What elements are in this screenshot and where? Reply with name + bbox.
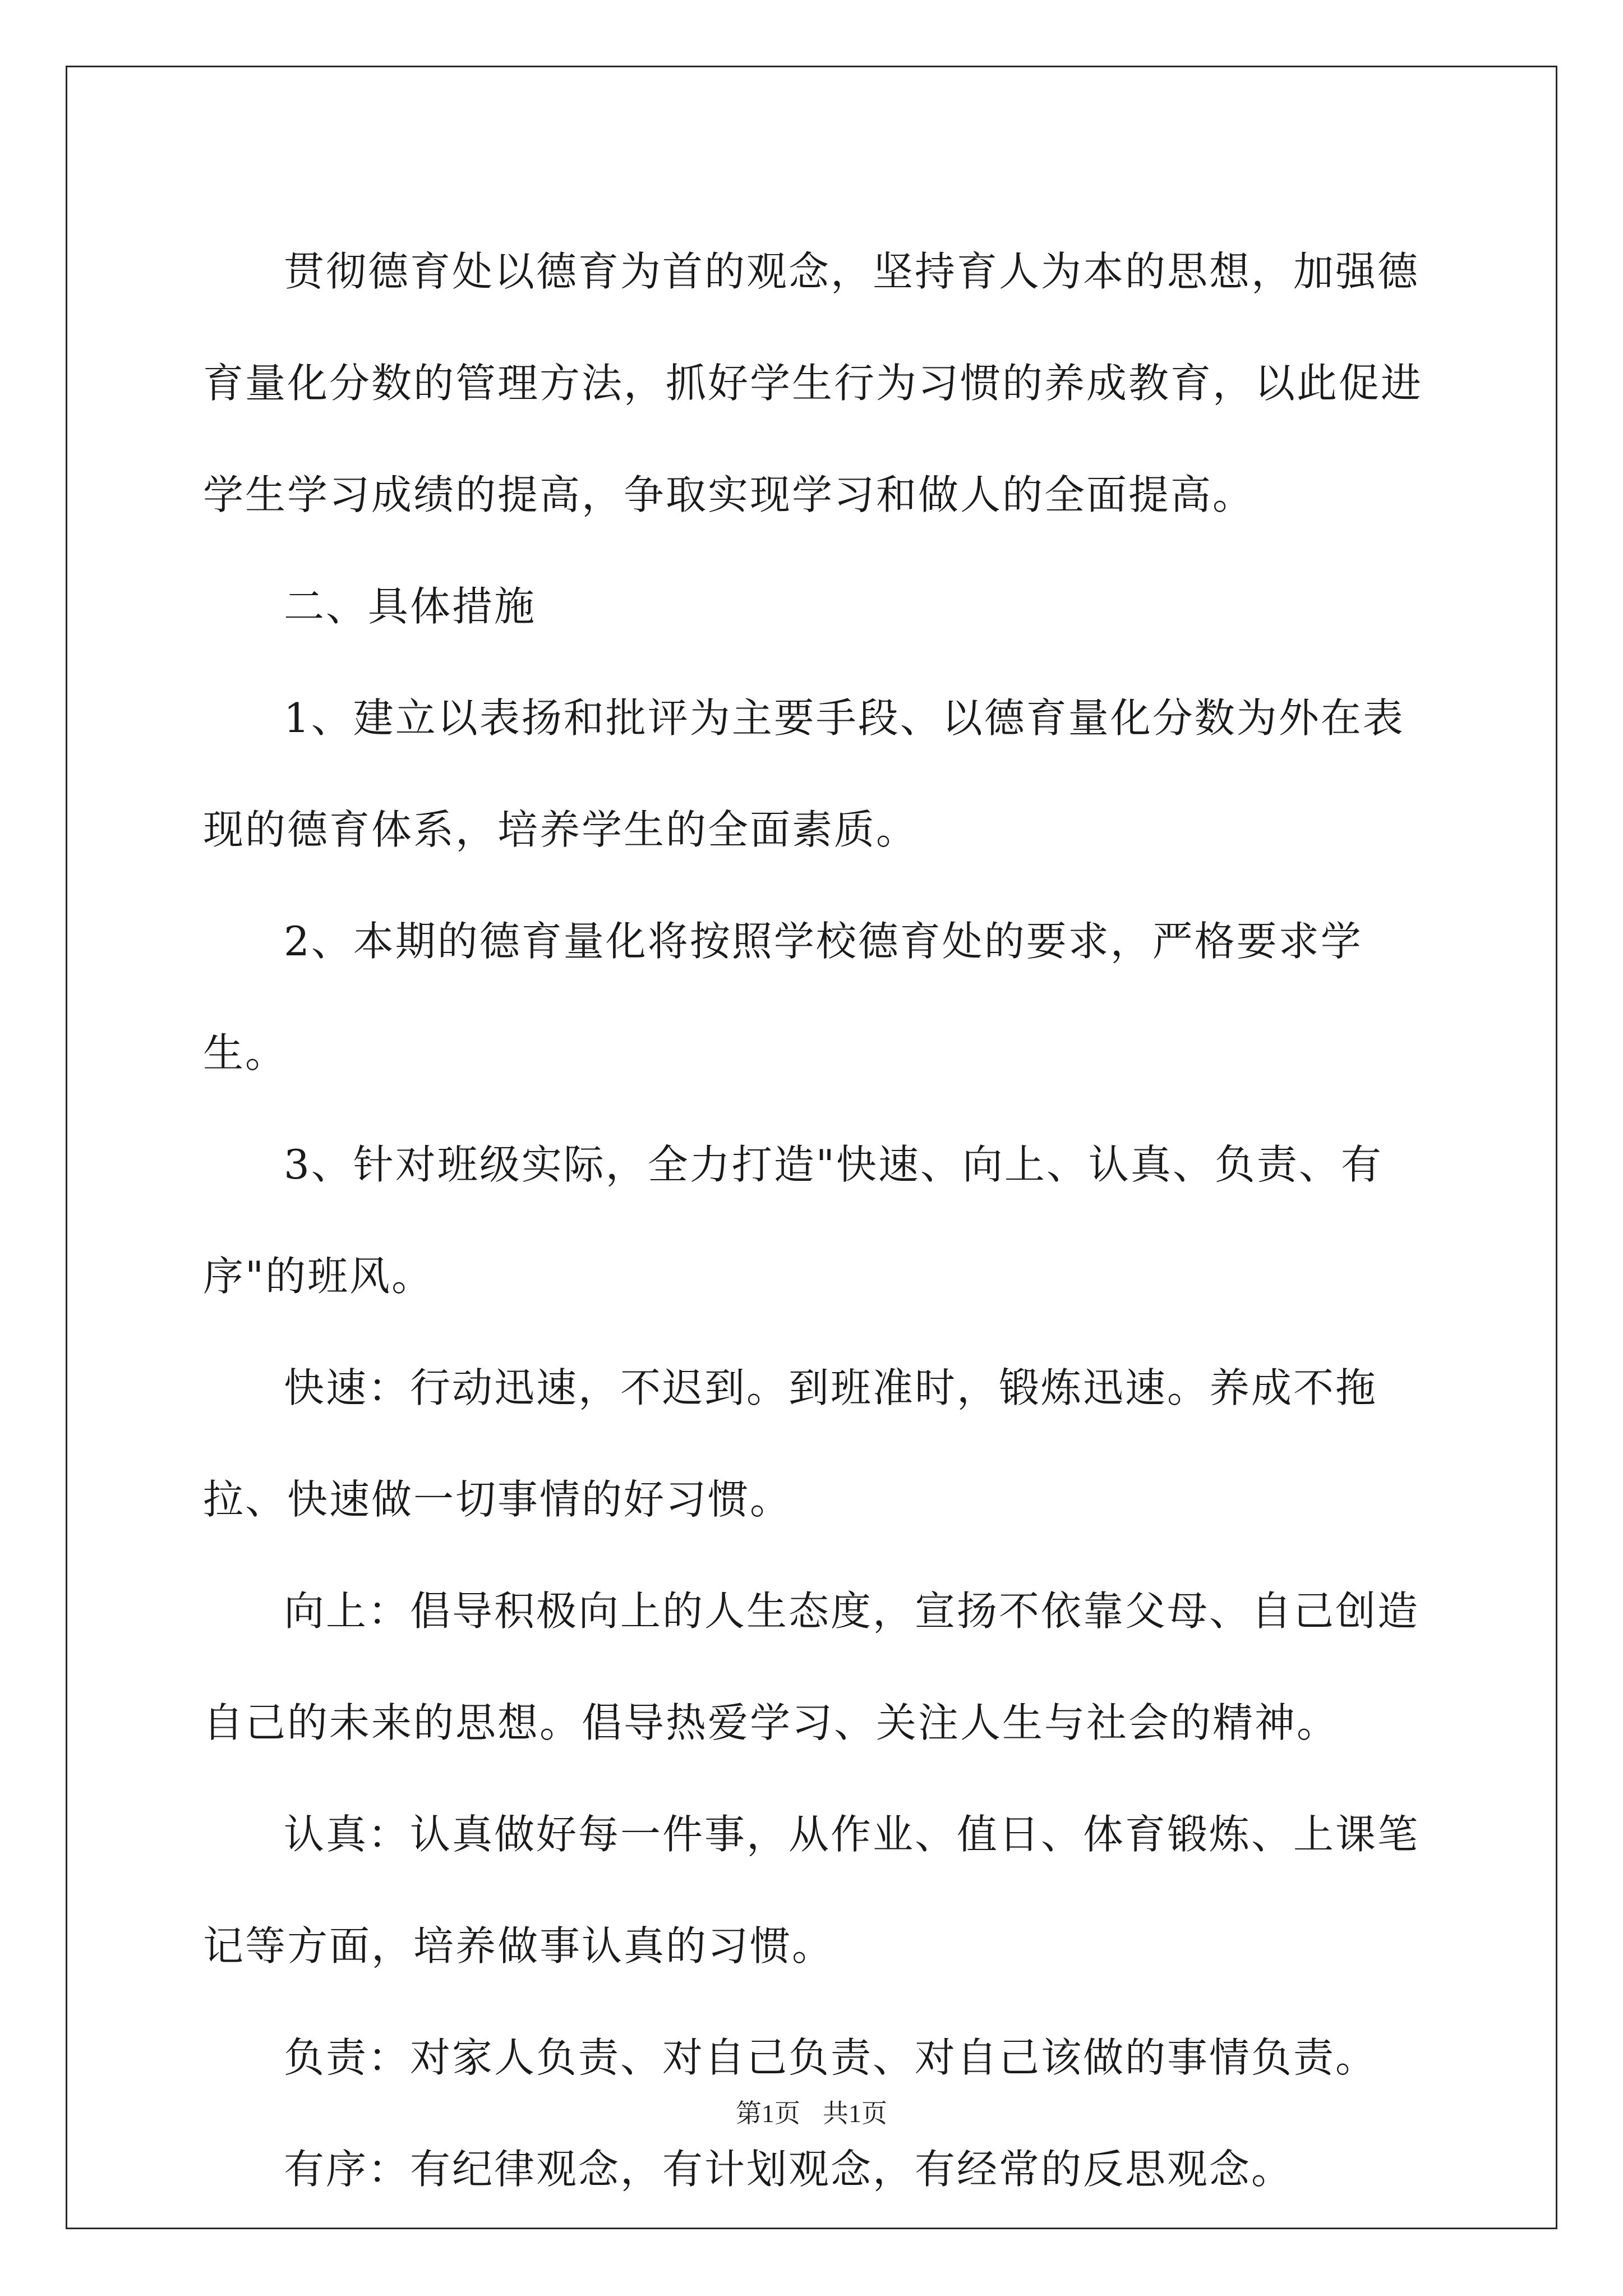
document-body [203,216,1426,2225]
paragraph-responsible: 负责：对家人负责、对自己负责、对自己该做的事情负责。 [284,2034,1378,2081]
page-footer [0,2097,1623,2131]
paragraph-orderly: 有序：有纪律观念，有计划观念，有经常的反思观念。 [284,2146,1294,2193]
page-total: 共1页 [823,2099,887,2128]
paragraph-serious: 认真：认真做好每一件事，从作业、值日、体育锻炼、上课笔记等方面，培养做事认真的习惯。 [203,1811,1420,1970]
paragraph-measure-1: 1、建立以表扬和批评为主要手段、以德育量化分数为外在表现的德育体系，培养学生的全面素质。 [203,694,1405,853]
page-number: 第1页 [736,2099,800,2128]
section-heading: 二、具体措施 [284,583,537,630]
paragraph-fast: 快速：行动迅速，不迟到。到班准时，锻炼迅速。养成不拖拉、快速做一切事情的好习惯。 [203,1364,1378,1523]
paragraph-intro: 贯彻德育处以德育为首的观念，坚持育人为本的思想，加强德育量化分数的管理方法，抓好学生行为习惯的养成教育，以此促进学生学习成绩的提高，争取实现学习和做人的全面提高。 [203,248,1423,518]
paragraph-upward: 向上：倡导积极向上的人生态度，宣扬不依靠父母、自己创造自己的未来的思想。倡导热爱学习、关注人生与社会的精神。 [203,1588,1420,1746]
paragraph-measure-2: 2、本期的德育量化将按照学校德育处的要求，严格要求学生。 [203,918,1363,1076]
paragraph-measure-3: 3、针对班级实际，全力打造"快速、向上、认真、负责、有序"的班风。 [203,1141,1383,1300]
